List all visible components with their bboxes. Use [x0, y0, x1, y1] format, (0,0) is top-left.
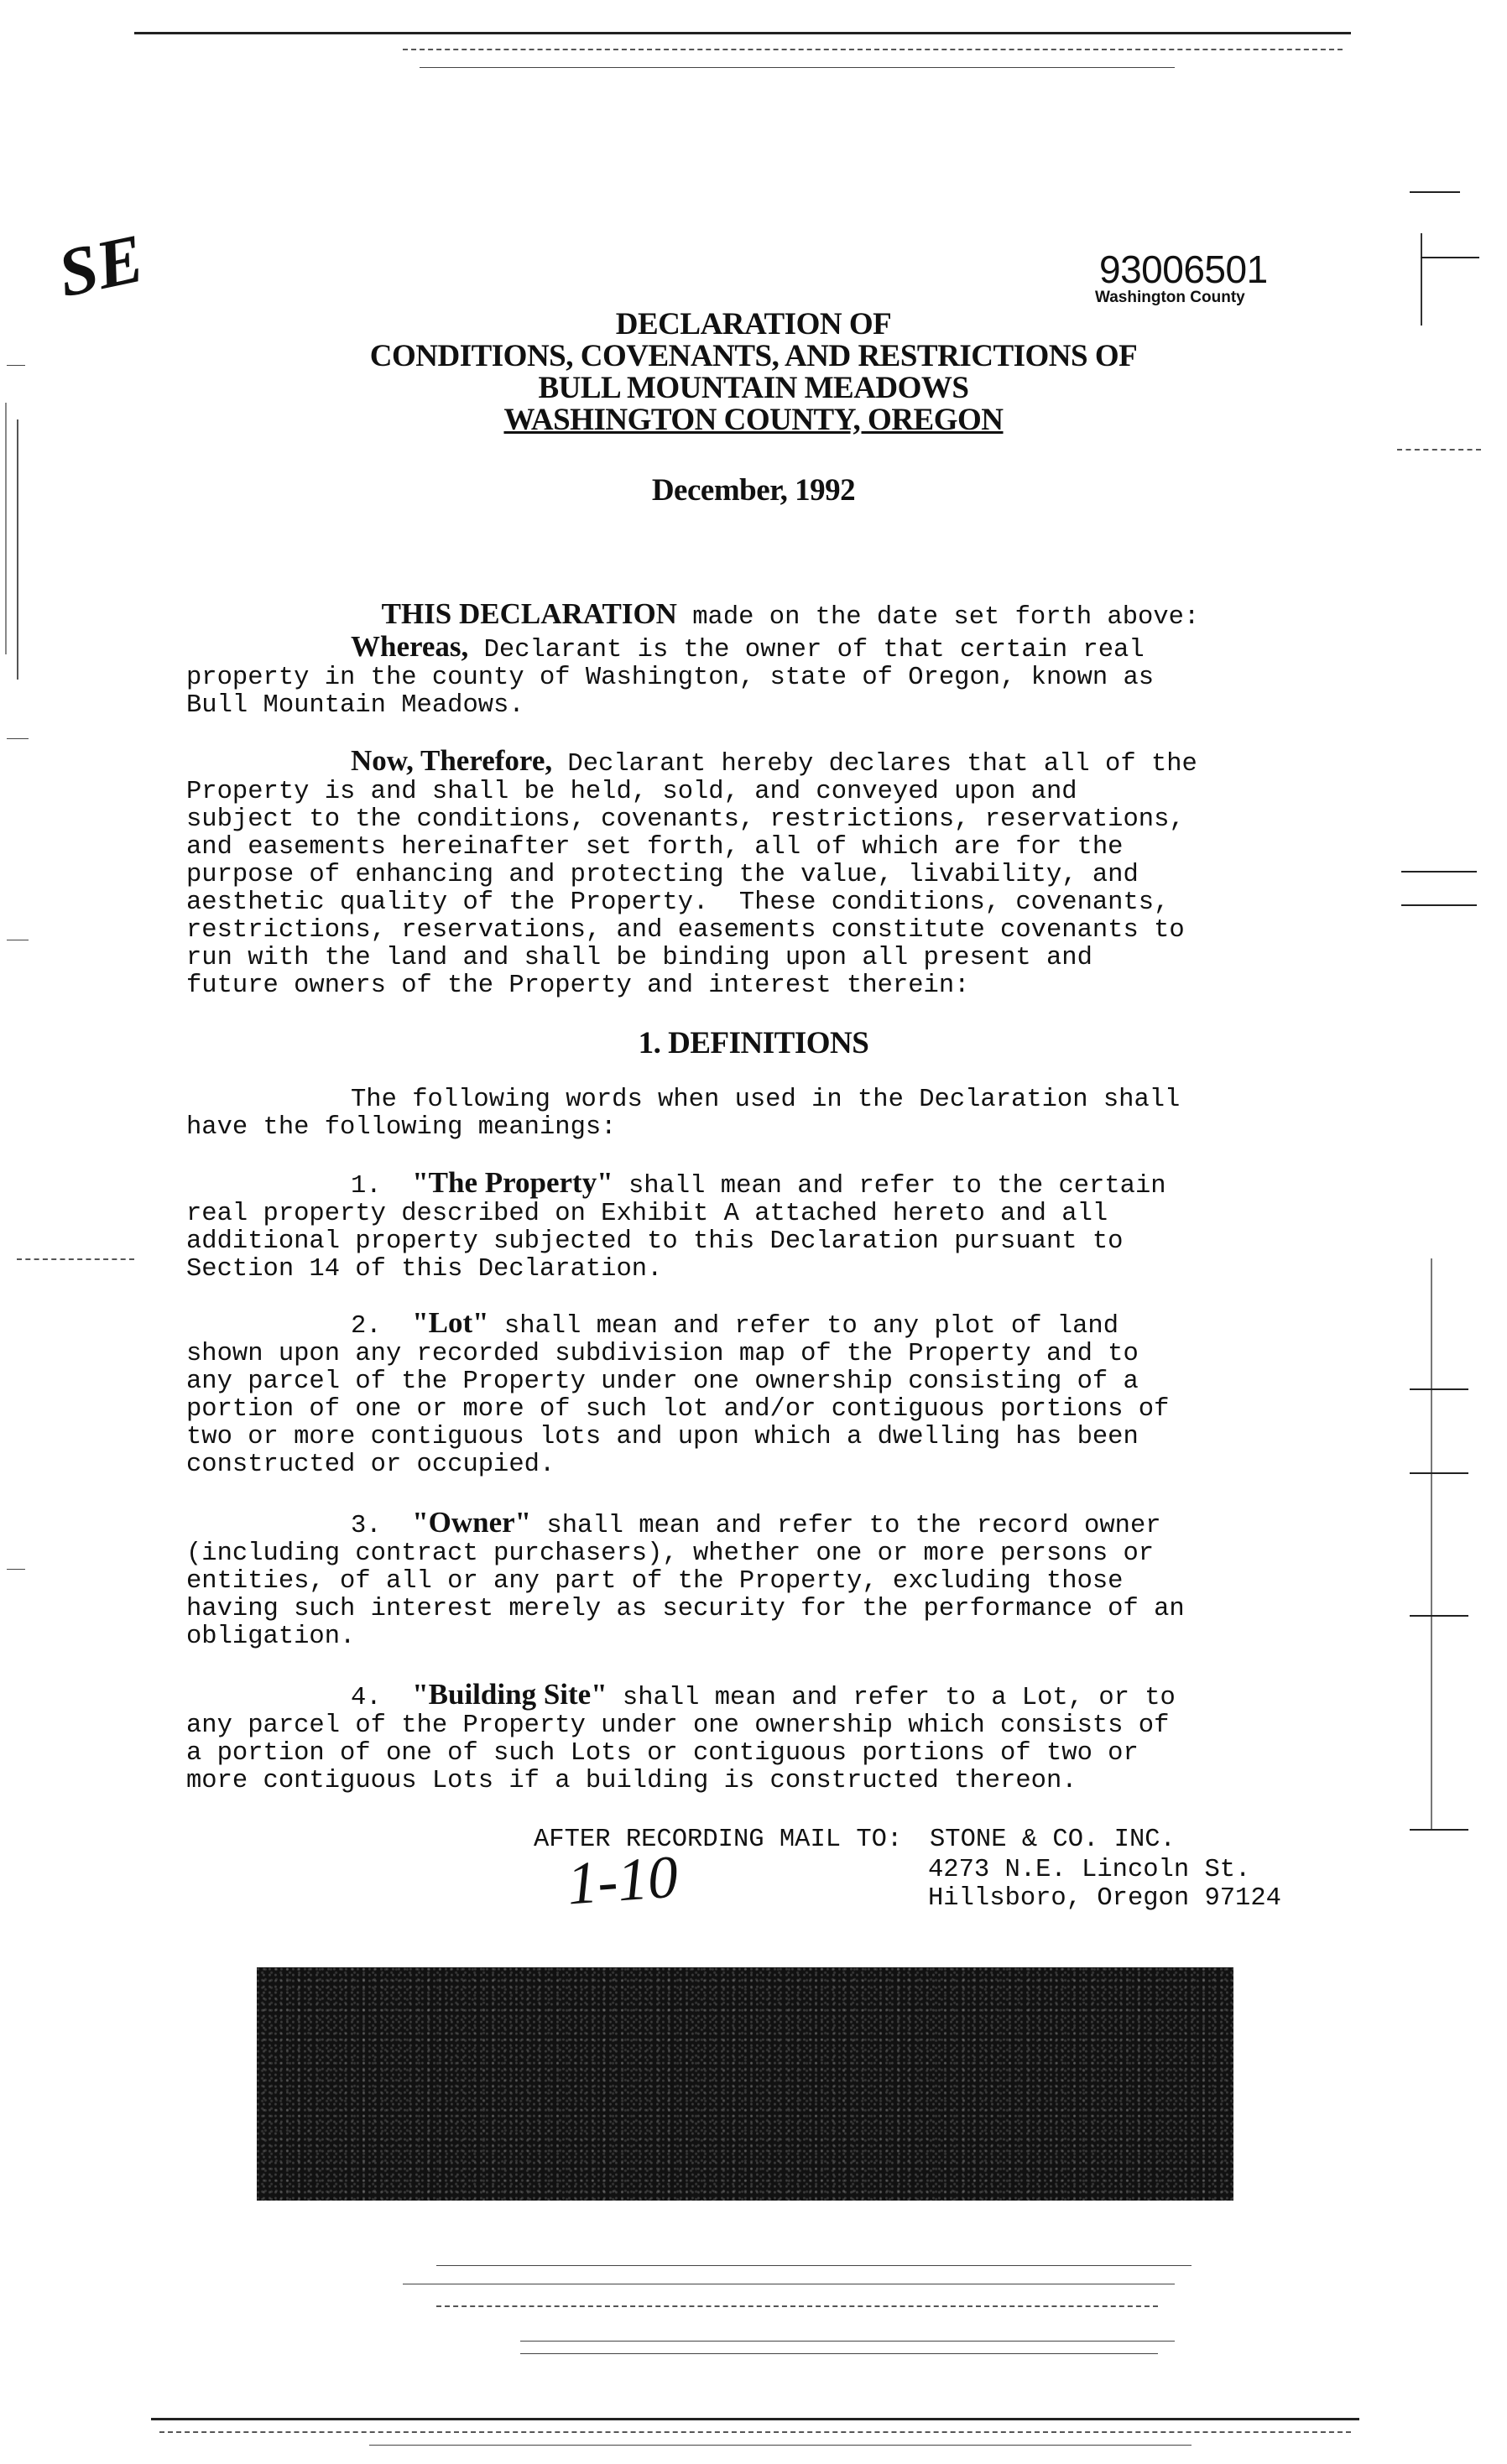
- title-line-2: CONDITIONS, COVENANTS, AND RESTRICTIONS OF: [369, 339, 1138, 373]
- scan-margin-right-mark: [1410, 1829, 1468, 1831]
- scan-edge-bottom-line: [436, 2265, 1192, 2266]
- now-therefore-lead: Now, Therefore,: [351, 744, 553, 777]
- mailing-line-3: Hillsboro, Oregon 97124: [928, 1884, 1281, 1913]
- scan-margin-right-mark: [1410, 1472, 1468, 1474]
- definition-text: shall mean and refer to a Lot, or to any parcel of the Property under one ownership which consists of a portion of one of such Lots or contiguous portions of two or more contiguous Lots if a building is constructed thereon.: [186, 1684, 1176, 1795]
- definition-term: "Lot": [412, 1306, 489, 1339]
- scan-margin-right-mark: [1421, 257, 1479, 258]
- definition-term: "Owner": [412, 1506, 532, 1539]
- recording-county: Washington County: [1095, 289, 1245, 306]
- intro-lead: THIS DECLARATION: [381, 597, 677, 630]
- recording-number: 93006501: [1099, 247, 1268, 291]
- scan-margin-right-mark: [1401, 904, 1477, 906]
- whereas-lead: Whereas,: [351, 630, 469, 663]
- intro-paragraph: [351, 572, 1492, 632]
- scan-edge-top: [134, 32, 1351, 34]
- section-1-intro: The following words when used in the Declaration shall have the following meanings:: [186, 1086, 1181, 1142]
- intro-text: made on the date set forth above:: [676, 603, 1200, 632]
- scan-margin-right-mark: [1431, 1258, 1432, 1829]
- scan-margin-right-mark: [1410, 1615, 1468, 1617]
- scan-edge-bottom-line: [369, 2445, 1192, 2446]
- initials-mark: SE: [51, 219, 150, 312]
- scan-margin-left-mark: [17, 419, 18, 680]
- now-therefore-text: Declarant hereby declares that all of the Property is and shall be held, sold, and conveyed upon and subject to the conditions, covenants, restrictions, reservations, and easements hereinafter set forth, all of which are for the purpose of enhancing and protecting the value, livability, and aesthetic quality of the Property. These conditions, covenants, restrictions, reservations, and easements constitute covenants to run with the land and shall be binding upon all present and future owners of the Property and interest therein:: [186, 750, 1197, 1000]
- definition-item: [186, 1166, 1327, 1284]
- scan-margin-right-dash: [1397, 449, 1481, 451]
- mailing-line-1: STONE & CO. INC.: [930, 1826, 1176, 1854]
- definition-text: shall mean and refer to the record owner (including contract purchasers), whether one or more persons or entities, of all or any part of the Property, excluding those having such interest merely as security for the performance of an obligation.: [186, 1512, 1185, 1651]
- now-therefore-paragraph: [186, 744, 1327, 1000]
- scan-margin-left-tick: [7, 738, 29, 739]
- scan-edge-bottom-line: [520, 2353, 1158, 2354]
- definition-number: 3.: [351, 1512, 382, 1540]
- definition-item: [186, 1508, 1327, 1651]
- definition-term: "The Property": [412, 1166, 613, 1199]
- scan-margin-left-tick: [7, 1569, 25, 1570]
- definition-item: [186, 1680, 1327, 1795]
- scan-edge-bottom-dash: [436, 2305, 1158, 2307]
- definition-number: 1.: [351, 1172, 382, 1201]
- definition-number: 4.: [351, 1684, 382, 1712]
- scan-margin-right-mark: [1410, 191, 1460, 193]
- definition-number: 2.: [351, 1312, 382, 1341]
- definition-text: shall mean and refer to any plot of land shown upon any recorded subdivision map of the Property and to any parcel of the Property under one ownership consisting of a portion of one or more of such lot and/or contiguous portions of two or more contiguous lots and upon which a dwelling has been constructed or occupied.: [186, 1312, 1170, 1479]
- scan-margin-right-mark: [1401, 871, 1477, 873]
- scan-edge-top-line: [420, 67, 1175, 68]
- redacted-block: [257, 1967, 1233, 2201]
- title-line-3: BULL MOUNTAIN MEADOWS: [538, 371, 969, 405]
- whereas-text: Declarant is the owner of that certain real property in the county of Washington, state of Oregon, known as Bull Mountain Meadows.: [186, 636, 1155, 720]
- scan-edge-top-dashes: [403, 49, 1343, 50]
- scan-edge-bottom-line: [520, 2341, 1175, 2342]
- definition-item: [186, 1306, 1327, 1479]
- mailing-line-2: 4273 N.E. Lincoln St.: [928, 1856, 1251, 1884]
- scan-margin-left-mark: [5, 403, 7, 654]
- title-line-4: WASHINGTON COUNTY, OREGON: [503, 403, 1004, 437]
- section-1-heading: 1. DEFINITIONS: [638, 1026, 869, 1060]
- scan-margin-left-dash: [17, 1258, 134, 1260]
- definition-term: "Building Site": [412, 1678, 607, 1711]
- scan-edge-bottom-dash: [159, 2431, 1351, 2433]
- scan-edge-bottom-rule: [151, 2418, 1359, 2420]
- handwritten-note: 1-10: [565, 1842, 680, 1918]
- scan-margin-right-mark: [1410, 1388, 1468, 1390]
- title-line-1: DECLARATION OF: [615, 307, 892, 341]
- mailing-label: AFTER RECORDING MAIL TO:: [534, 1826, 903, 1854]
- declaration-date: December, 1992: [651, 473, 856, 508]
- definition-text: shall mean and refer to the certain real property described on Exhibit A attached hereto and all additional property subjected to this Declaration pursuant to Section 14 of this Declaration.: [186, 1172, 1166, 1284]
- whereas-paragraph: [186, 630, 1327, 720]
